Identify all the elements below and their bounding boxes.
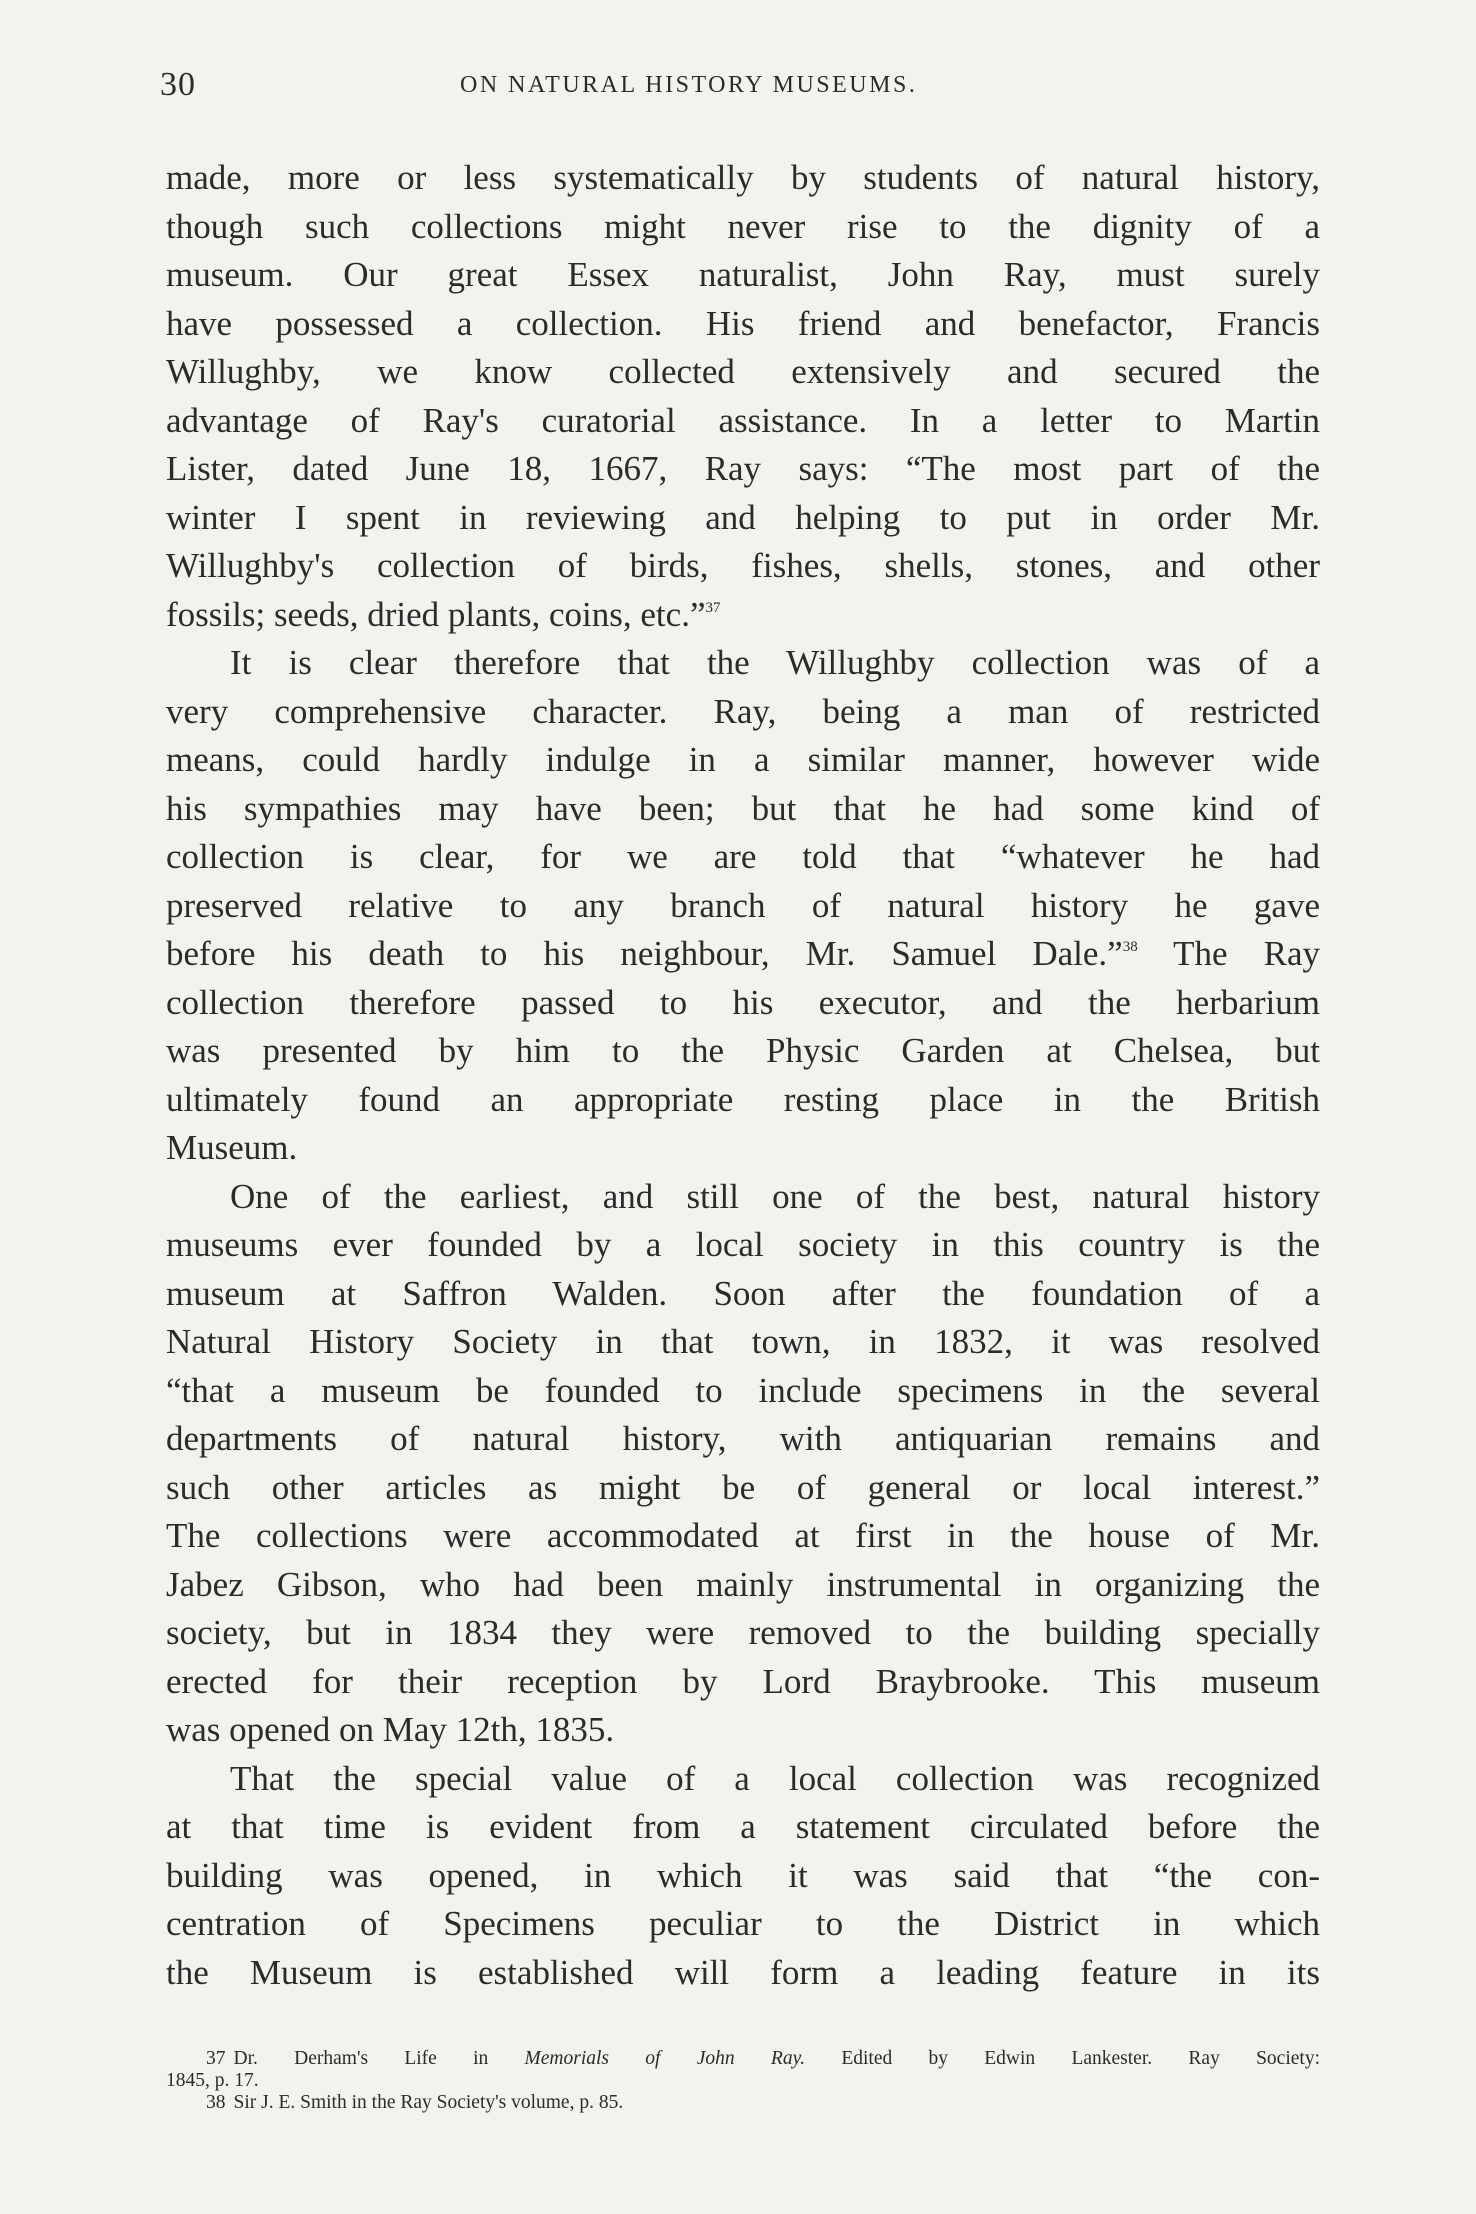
text-line: centration of Specimens peculiar to the District in which: [166, 1904, 1320, 1943]
text-line: Willughby's collection of birds, fishes, shells, stones, and other: [166, 546, 1320, 585]
text-line: preserved relative to any branch of natural history he gave: [166, 885, 1320, 925]
text-line: departments of natural history, with antiquarian remains and: [166, 1419, 1320, 1458]
text-line: collection therefore passed to his executor, and the herbarium: [166, 982, 1320, 1022]
text-line: One of the earliest, and still one of the best, natural history: [230, 1176, 1320, 1216]
page-header: [160, 66, 1320, 106]
text-line: ultimately found an appropriate resting place in the British: [166, 1079, 1320, 1119]
text-line: Willughby, we know collected extensively and secured the: [166, 352, 1320, 391]
text-line: Natural History Society in that town, in 1832, it was resolved: [166, 1322, 1320, 1361]
footnote-text: Sir J. E. Smith in the Ray Society's volume, p. 85.: [233, 2092, 624, 2113]
paragraph-3: [166, 1173, 1320, 1755]
text-line: collection is clear, for we are told that “whatever he had: [166, 837, 1320, 876]
text-line: That the special value of a local collection was recognized: [230, 1758, 1320, 1798]
footnotes: [166, 2048, 1320, 2114]
text-line: such other articles as might be of general or local interest.”: [166, 1467, 1320, 1507]
text-line: [166, 930, 1320, 979]
footnote-number: 38: [206, 2092, 226, 2113]
paragraph-1: [166, 154, 1320, 639]
body-text: [166, 154, 1320, 1997]
line-text: The Ray: [1137, 934, 1320, 973]
text-line: his sympathies may have been; but that he had some kind of: [166, 788, 1320, 828]
text-line: [166, 591, 1320, 640]
text-line: winter I spent in reviewing and helping to put in order Mr.: [166, 497, 1320, 537]
line-text: before his death to his neighbour, Mr. Samuel Dale.”: [166, 934, 1123, 973]
footnote-ref-37: 37: [705, 599, 721, 616]
text-line: society, but in 1834 they were removed to the building specially: [166, 1613, 1320, 1652]
text-line: It is clear therefore that the Willughby collection was of a: [230, 643, 1320, 682]
footnote-ref-38: 38: [1122, 939, 1138, 955]
page-number: 30: [160, 66, 196, 103]
footnote-title: Memorials of John Ray.: [524, 2048, 806, 2069]
text-line: Jabez Gibson, who had been mainly instrumental in organizing the: [166, 1564, 1320, 1604]
text-line: have possessed a collection. His friend and benefactor, Francis: [166, 303, 1320, 343]
text-line: was presented by him to the Physic Garden at Chelsea, but: [166, 1031, 1320, 1070]
text-line: at that time is evident from a statement circulated before the: [166, 1807, 1320, 1846]
running-head: ON NATURAL HISTORY MUSEUMS.: [460, 72, 918, 98]
text-line: museum. Our great Essex naturalist, John Ray, must surely: [166, 255, 1320, 294]
footnote-37-continuation: 1845, p. 17.: [166, 2070, 259, 2091]
text-line: the Museum is established will form a leading feature in its: [166, 1952, 1320, 1992]
text-line: Museum.: [166, 1128, 298, 1167]
footnote-37: [166, 2048, 1320, 2070]
text-line: very comprehensive character. Ray, being a man of restricted: [166, 691, 1320, 731]
text-line: advantage of Ray's curatorial assistance. In a letter to Martin: [166, 400, 1320, 440]
text-line: The collections were accommodated at first in the house of Mr.: [166, 1516, 1320, 1555]
text-line: building was opened, in which it was said that “the con-: [166, 1855, 1320, 1895]
paragraph-2: [166, 639, 1320, 1173]
footnote-number: 37: [206, 2048, 226, 2069]
paragraph-4: [166, 1755, 1320, 1998]
text-line: “that a museum be founded to include specimens in the several: [166, 1370, 1320, 1410]
footnote-38: [166, 2092, 1320, 2114]
line-text: fossils; seeds, dried plants, coins, etc.”: [166, 594, 706, 634]
text-line: museum at Saffron Walden. Soon after the foundation of a: [166, 1273, 1320, 1313]
text-line: was opened on May 12th, 1835.: [166, 1710, 615, 1749]
text-line: though such collections might never rise to the dignity of a: [166, 206, 1320, 246]
text-line: made, more or less systematically by students of natural history,: [166, 158, 1320, 197]
text-line: erected for their reception by Lord Braybrooke. This museum: [166, 1661, 1320, 1701]
text-line: Lister, dated June 18, 1667, Ray says: “The most part of the: [166, 449, 1320, 488]
footnote-text: Dr. Derham's Life in: [233, 2048, 525, 2069]
text-line: means, could hardly indulge in a similar manner, however wide: [166, 740, 1320, 779]
footnote-text: Edited by Edwin Lankester. Ray Society:: [805, 2048, 1320, 2069]
text-line: museums ever founded by a local society in this country is the: [166, 1225, 1320, 1264]
